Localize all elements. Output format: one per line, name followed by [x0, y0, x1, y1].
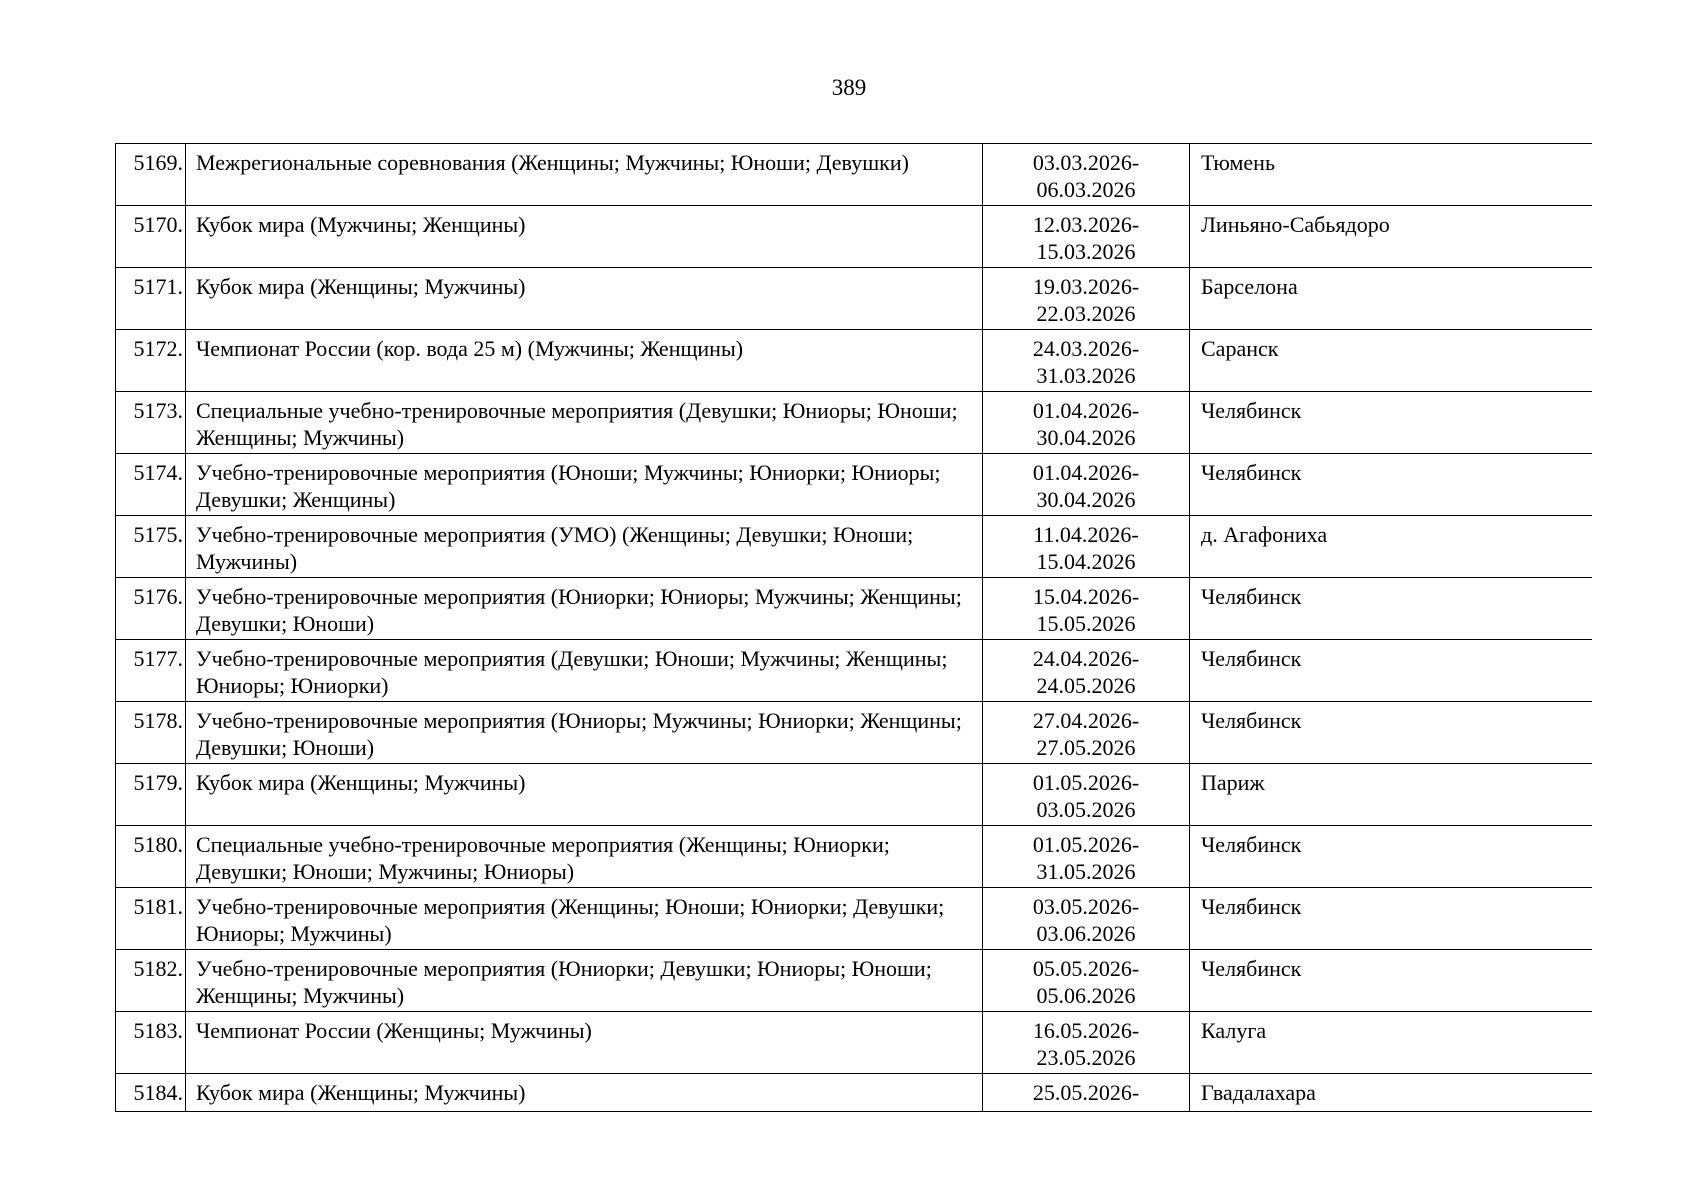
event-name: Кубок мира (Женщины; Мужчины) [186, 268, 983, 330]
row-number: 5184. [116, 1074, 186, 1113]
row-number: 5182. [116, 950, 186, 1012]
date-end: 30.04.2026 [1036, 487, 1136, 512]
event-location: Челябинск [1190, 454, 1593, 516]
table-row [116, 516, 1593, 578]
table-row [116, 826, 1593, 888]
event-name: Учебно-тренировочные мероприятия (Женщины; Юноши; Юниорки; Девушки; Юниоры; Мужчины) [186, 888, 983, 950]
table-row [116, 392, 1593, 454]
event-location: Барселона [1190, 268, 1593, 330]
event-dates [983, 206, 1190, 268]
row-number: 5172. [116, 330, 186, 392]
date-end: 22.03.2026 [1036, 301, 1136, 326]
date-end: 03.05.2026 [1036, 797, 1136, 822]
table-row [116, 764, 1593, 826]
event-name: Учебно-тренировочные мероприятия (Юниоры; Мужчины; Юниорки; Женщины; Девушки; Юноши) [186, 702, 983, 764]
event-name: Кубок мира (Мужчины; Женщины) [186, 206, 983, 268]
event-location: Челябинск [1190, 950, 1593, 1012]
event-location: Калуга [1190, 1012, 1593, 1074]
date-start: 24.03.2026- [1032, 336, 1140, 361]
event-name: Специальные учебно-тренировочные мероприятия (Женщины; Юниорки; Девушки; Юноши; Мужчины; Юниоры) [186, 826, 983, 888]
date-start: 01.04.2026- [1032, 398, 1140, 423]
event-name: Учебно-тренировочные мероприятия (Девушки; Юноши; Мужчины; Женщины; Юниоры; Юниорки) [186, 640, 983, 702]
event-name: Межрегиональные соревнования (Женщины; Мужчины; Юноши; Девушки) [186, 144, 983, 206]
date-start: 12.03.2026- [1032, 212, 1140, 237]
date-start: 27.04.2026- [1032, 708, 1140, 733]
date-start: 24.04.2026- [1032, 646, 1140, 671]
event-dates [983, 640, 1190, 702]
date-start: 01.05.2026- [1032, 832, 1140, 857]
date-start: 01.05.2026- [1032, 770, 1140, 795]
event-name: Чемпионат России (Женщины; Мужчины) [186, 1012, 983, 1074]
date-end: 27.05.2026 [1036, 735, 1136, 760]
row-number: 5171. [116, 268, 186, 330]
date-start: 03.05.2026- [1032, 894, 1140, 919]
row-number: 5183. [116, 1012, 186, 1074]
event-location: Тюмень [1190, 144, 1593, 206]
event-location: д. Агафониха [1190, 516, 1593, 578]
date-end: 15.04.2026 [1036, 549, 1136, 574]
row-number: 5173. [116, 392, 186, 454]
row-number: 5169. [116, 144, 186, 206]
date-end: 06.03.2026 [1036, 177, 1136, 202]
event-name: Кубок мира (Женщины; Мужчины) [186, 764, 983, 826]
table-row [116, 330, 1593, 392]
event-location: Челябинск [1190, 702, 1593, 764]
event-name: Учебно-тренировочные мероприятия (УМО) (Женщины; Девушки; Юноши; Мужчины) [186, 516, 983, 578]
table-row [116, 454, 1593, 516]
table-row [116, 268, 1593, 330]
row-number: 5175. [116, 516, 186, 578]
event-name: Учебно-тренировочные мероприятия (Юниорки; Юниоры; Мужчины; Женщины; Девушки; Юноши) [186, 578, 983, 640]
table-row [116, 206, 1593, 268]
event-dates [983, 454, 1190, 516]
event-dates [983, 330, 1190, 392]
date-end: 23.05.2026 [1036, 1045, 1136, 1070]
events-table-body [116, 144, 1593, 1113]
event-dates [983, 764, 1190, 826]
event-name: Кубок мира (Женщины; Мужчины) [186, 1074, 983, 1113]
date-start: 05.05.2026- [1032, 956, 1140, 981]
date-end: 05.06.2026 [1036, 983, 1136, 1008]
event-dates [983, 702, 1190, 764]
row-number: 5170. [116, 206, 186, 268]
event-dates [983, 1012, 1190, 1074]
date-end: 31.05.2026 [1036, 859, 1136, 884]
date-start: 16.05.2026- [1032, 1018, 1140, 1043]
table-row [116, 702, 1593, 764]
event-dates [983, 268, 1190, 330]
date-start: 25.05.2026- [1032, 1080, 1140, 1105]
row-number: 5178. [116, 702, 186, 764]
event-name: Учебно-тренировочные мероприятия (Юноши; Мужчины; Юниорки; Юниоры; Девушки; Женщины) [186, 454, 983, 516]
date-end: 30.04.2026 [1036, 425, 1136, 450]
event-dates [983, 950, 1190, 1012]
date-end: 24.05.2026 [1036, 673, 1136, 698]
row-number: 5180. [116, 826, 186, 888]
event-dates [983, 144, 1190, 206]
events-table-wrapper [115, 143, 1592, 1112]
date-end: 15.03.2026 [1036, 239, 1136, 264]
date-start: 01.04.2026- [1032, 460, 1140, 485]
event-location: Париж [1190, 764, 1593, 826]
event-location: Челябинск [1190, 640, 1593, 702]
event-dates [983, 392, 1190, 454]
event-name: Учебно-тренировочные мероприятия (Юниорки; Девушки; Юниоры; Юноши; Женщины; Мужчины) [186, 950, 983, 1012]
table-row [116, 888, 1593, 950]
page-number: 389 [831, 75, 867, 100]
event-location: Линьяно-Сабьядоро [1190, 206, 1593, 268]
events-table [115, 143, 1592, 1112]
row-number: 5181. [116, 888, 186, 950]
row-number: 5176. [116, 578, 186, 640]
event-location: Челябинск [1190, 578, 1593, 640]
date-start: 03.03.2026- [1032, 150, 1140, 175]
row-number: 5177. [116, 640, 186, 702]
table-row [116, 144, 1593, 206]
table-row [116, 950, 1593, 1012]
event-dates [983, 516, 1190, 578]
date-end: 03.06.2026 [1036, 921, 1136, 946]
event-dates [983, 578, 1190, 640]
event-dates [983, 1074, 1190, 1113]
event-location: Челябинск [1190, 888, 1593, 950]
event-dates [983, 888, 1190, 950]
event-name: Чемпионат России (кор. вода 25 м) (Мужчины; Женщины) [186, 330, 983, 392]
event-location: Челябинск [1190, 826, 1593, 888]
event-dates [983, 826, 1190, 888]
event-location: Гвадалахара [1190, 1074, 1593, 1113]
date-start: 11.04.2026- [1033, 522, 1139, 547]
row-number: 5174. [116, 454, 186, 516]
row-number: 5179. [116, 764, 186, 826]
date-start: 19.03.2026- [1032, 274, 1140, 299]
table-row [116, 1012, 1593, 1074]
table-row [116, 640, 1593, 702]
date-end: 31.03.2026 [1036, 363, 1136, 388]
event-name: Специальные учебно-тренировочные мероприятия (Девушки; Юниоры; Юноши; Женщины; Мужчины) [186, 392, 983, 454]
table-row [116, 578, 1593, 640]
table-row [116, 1074, 1593, 1113]
date-end: 15.05.2026 [1036, 611, 1136, 636]
event-location: Саранск [1190, 330, 1593, 392]
date-start: 15.04.2026- [1032, 584, 1140, 609]
event-location: Челябинск [1190, 392, 1593, 454]
